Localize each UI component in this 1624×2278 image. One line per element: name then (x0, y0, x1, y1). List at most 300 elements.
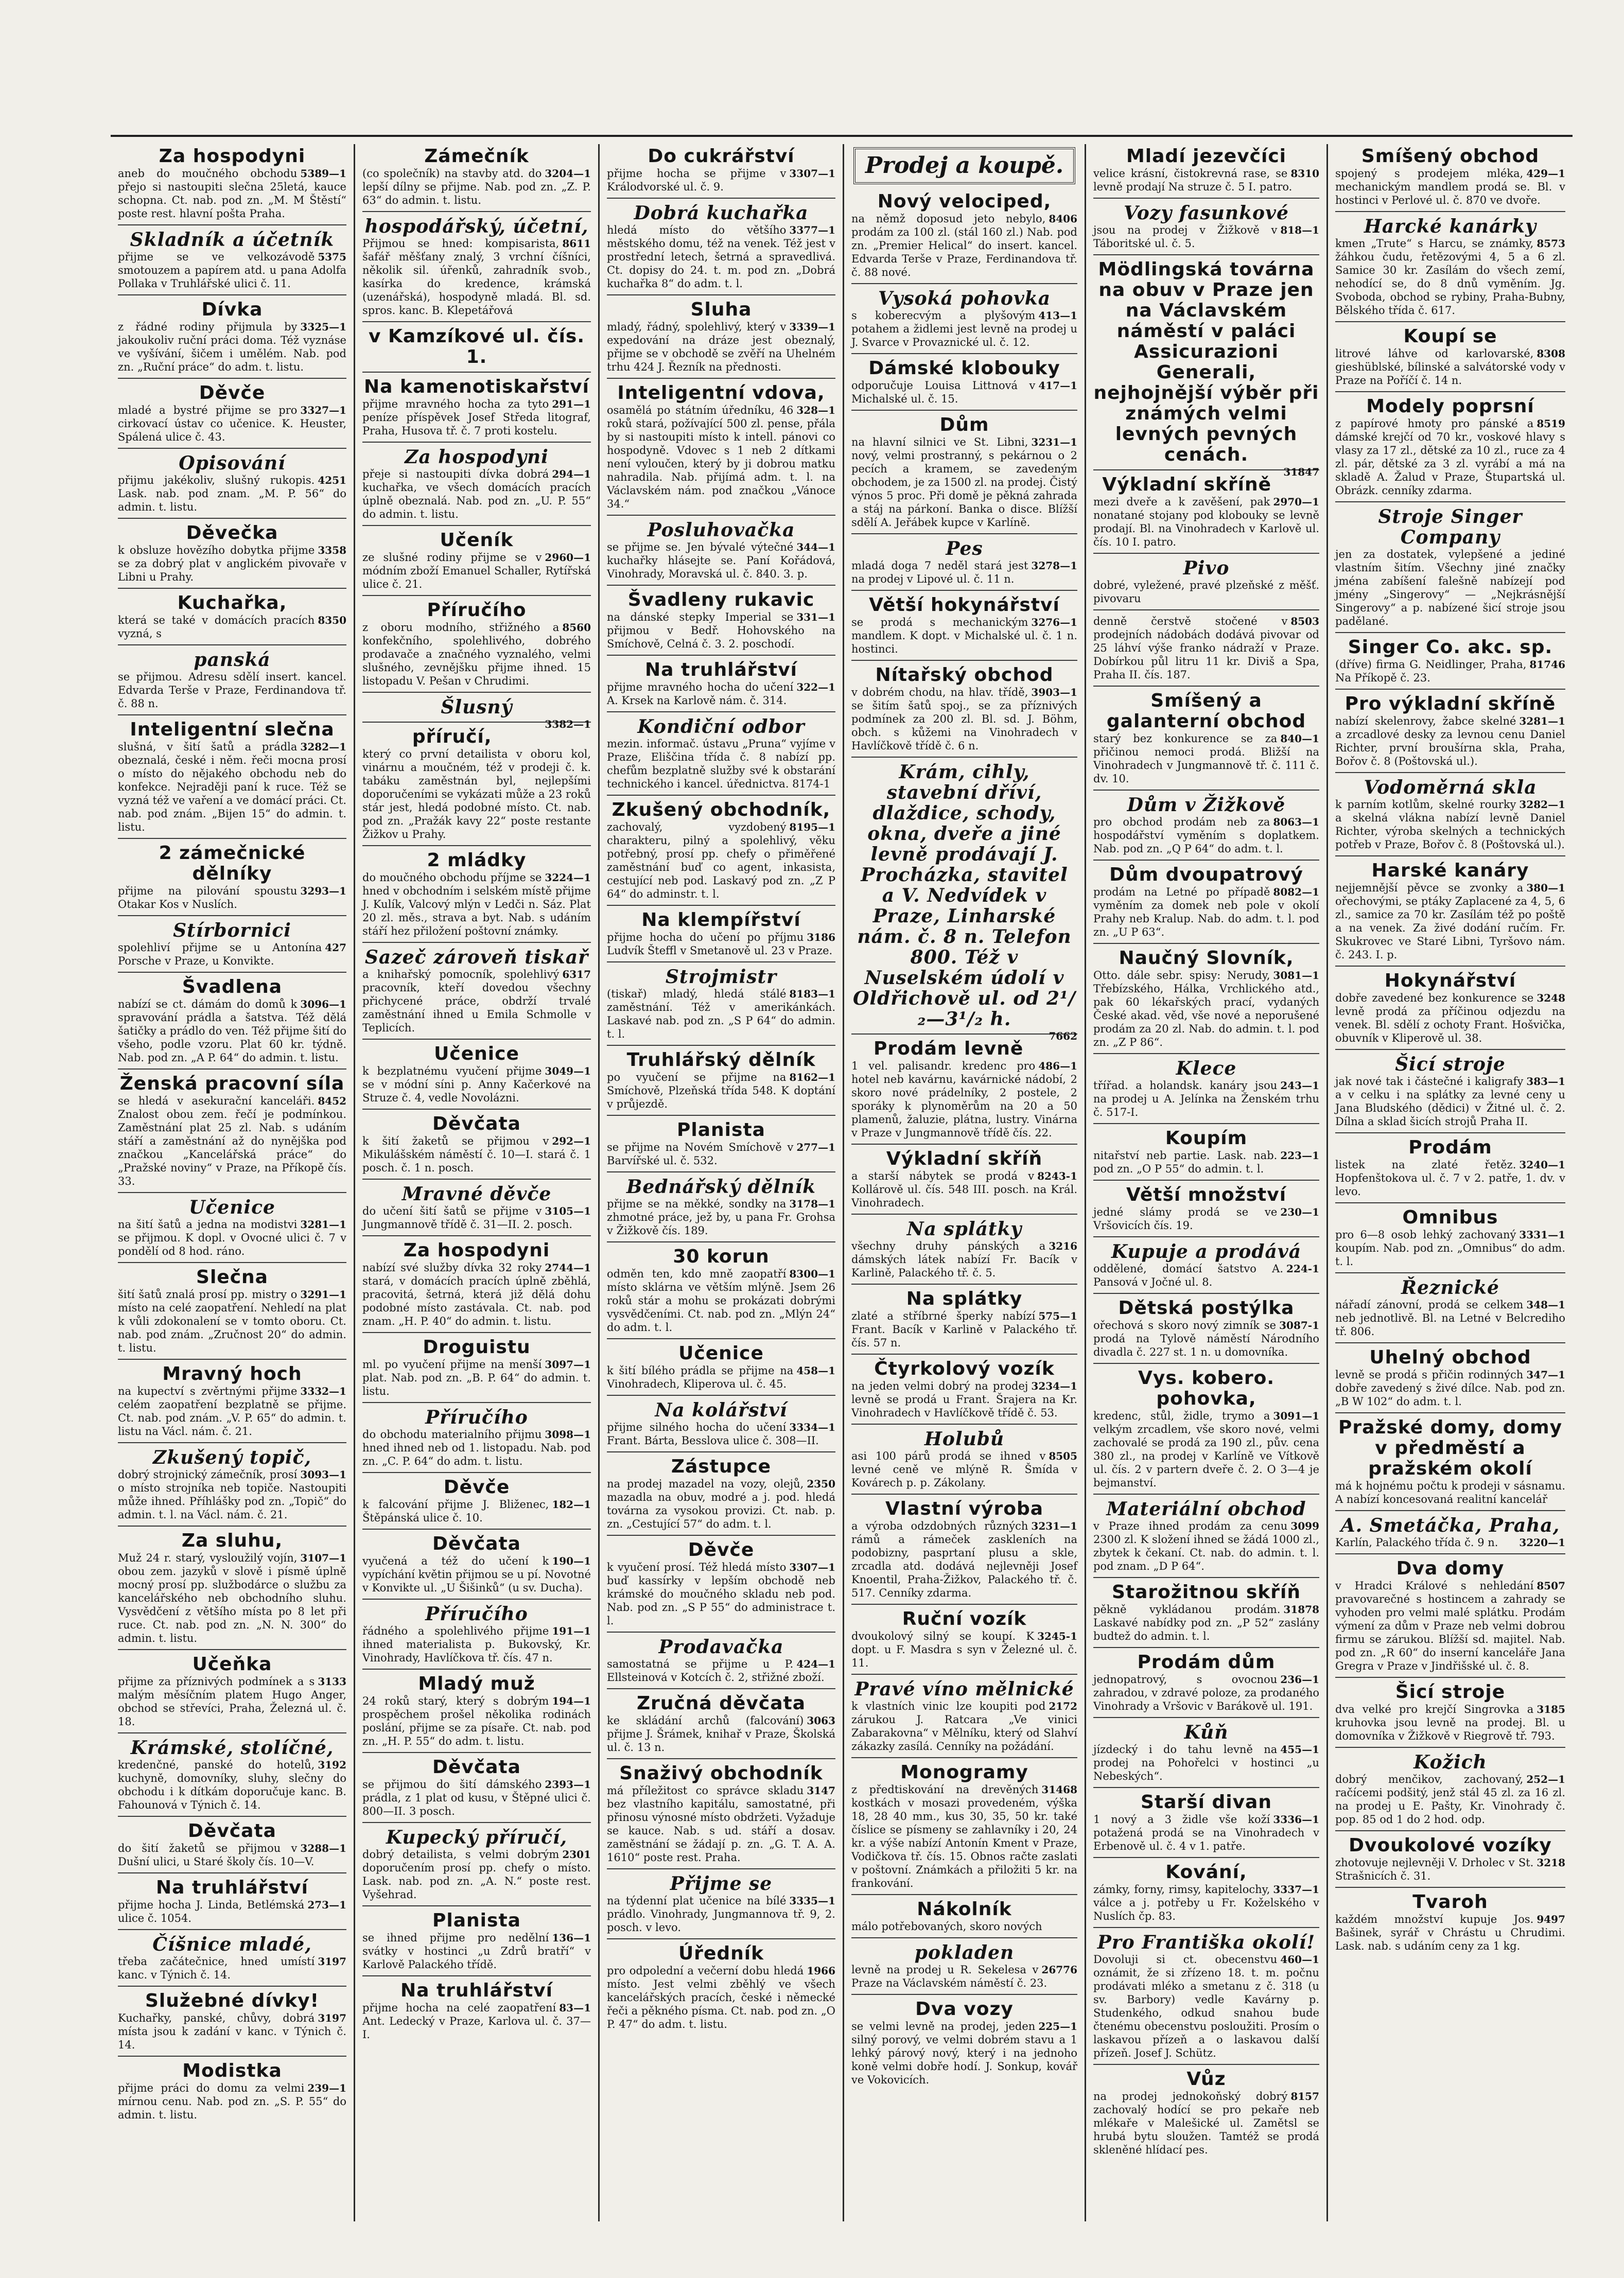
ad-body (851, 1629, 1077, 1670)
ad-body (362, 1204, 591, 1231)
classified-ad (1093, 1650, 1319, 1718)
ad-number: 417—1 (1038, 379, 1077, 392)
ad-number: 4251 (318, 474, 346, 486)
ad-text: ml. po vyučení přijme na menší plat. Nab. pod zn. „B. P. 64“ do admin. t. listu. (362, 1358, 591, 1397)
classified-ad (1335, 1135, 1565, 1203)
ad-text: Přijmou se hned: kompisarista, šafář měšťany znalý, 3 vrchní číšníci, několik sil. úřenků, zahradník svob., kasírka do kredence, krámská (uzenářská), hospodyně mladá. Bl. sd. spros. kanc. B. Klepetářová (362, 237, 591, 317)
classified-ad (851, 760, 1077, 1042)
ad-number: 3231—1 (1031, 436, 1077, 448)
ad-heading: Koupí se (1403, 326, 1497, 347)
ad-body (118, 2011, 346, 2052)
ad-body (118, 614, 346, 640)
ad-body (362, 1064, 591, 1105)
ad-text: denně čerstvě stočené v prodejních nádobách dodává pivovar od 25 láhví výše franko nádraží v Praze. Dobírkou půl litru 11 kr. Diviš a Spa, Praha II. čís. 187. (1093, 615, 1319, 681)
classified-ad (607, 798, 835, 906)
ad-number: 413—1 (1038, 309, 1077, 322)
ad-body (851, 1449, 1077, 1490)
classified-ad (362, 1755, 591, 1823)
ad-body (1093, 1262, 1319, 1289)
ad-number: 31468 (1041, 1783, 1077, 1796)
ad-number: 3049—1 (545, 1065, 591, 1077)
ad-text: k bezplatnému vyučení přijme se v módní síni p. Anny Kačerkové na Struze č. 4, vedle Novolázni. (362, 1065, 591, 1104)
classified-ad (1093, 793, 1319, 861)
ad-heading: Dámské klobouky (868, 358, 1060, 379)
ad-number: 3276—1 (1031, 616, 1077, 628)
ad-number: 3332—1 (300, 1385, 346, 1397)
ad-text: přijme práci do domu za velmi mírnou cenu. Nab. pod zn. „S. P. 55“ do admin. t. listu. (118, 2082, 346, 2121)
ad-heading: Úředník (678, 1943, 764, 1964)
ad-body (1335, 1856, 1565, 1883)
ad-body (1093, 579, 1319, 605)
ad-body (1093, 969, 1319, 1049)
ad-number: 9497 (1536, 1913, 1565, 1925)
ad-heading: Šicí stroje (1395, 1681, 1506, 1703)
ad-body (118, 474, 346, 514)
ad-body (851, 435, 1077, 529)
classified-ad (118, 1072, 346, 1193)
ad-heading: Vysoká pohovka (878, 288, 1051, 309)
ad-heading: Švadleny rukavic (627, 589, 815, 610)
ad-body (1093, 1673, 1319, 1713)
classified-ad (362, 324, 591, 373)
ad-number: 3099 (1290, 1520, 1319, 1532)
ad-heading: Modistka (182, 2060, 282, 2081)
ad-number: 455—1 (1280, 1743, 1319, 1756)
ad-body (607, 1267, 835, 1334)
classified-ad (1335, 969, 1565, 1050)
ad-heading: Mladý muž (418, 1673, 535, 1694)
ad-body (118, 997, 346, 1064)
ad-number: 3337—1 (1273, 1883, 1319, 1896)
ad-text: jízdecký i do tahu levně na prodej na Pohořelci v hostinci „u Nebeských“. (1093, 1743, 1319, 1782)
ad-body (851, 559, 1077, 586)
ad-heading: Dětská postýlka (1118, 1298, 1295, 1319)
ad-heading: Skladník a účetník (130, 229, 335, 251)
ad-text: mladý, řádný, spolehlivý, který v expedování na dráze jest obeznalý, přijme se v obchodě se zvěří na Uhelném trhu 424 J. Řezník na přednosti. (607, 321, 835, 373)
classified-ad (1335, 858, 1565, 967)
ad-body (1093, 1813, 1319, 1853)
ad-body (607, 1657, 835, 1684)
classified-ad (362, 375, 591, 443)
ad-number: 427 (325, 941, 346, 954)
classified-ad (1335, 394, 1565, 502)
ad-heading: Omnibus (1402, 1207, 1498, 1228)
ad-heading: Děvčata (432, 1113, 521, 1134)
ad-text: ze slušné rodiny přijme se v módním zboží Emanuel Schaller, Rytířská ulice č. 21. (362, 551, 591, 590)
classified-ad (851, 286, 1077, 354)
ad-heading: Monogramy (900, 1762, 1028, 1783)
ad-number: 2350 (807, 1478, 835, 1490)
ad-heading: Pro výkladní skříně (1344, 693, 1556, 714)
ad-text: se přijmou do šití dámského prádla, z 1 plat od kusu, v Štěpné ulici č. 800—II. 3 posch. (362, 1778, 591, 1817)
ad-text: do šití žaketů se přijmou v Dušní ulici, u Staré školy čís. 10—V. (118, 1842, 315, 1868)
ad-body (607, 540, 835, 581)
ad-body (851, 212, 1077, 279)
ad-body (607, 737, 835, 791)
ad-body (1093, 1883, 1319, 1923)
ad-body (1335, 881, 1565, 961)
ad-heading: Pravé víno mělnické (854, 1678, 1074, 1700)
classified-ad (1093, 1183, 1319, 1237)
ad-number: 3087-1 (1279, 1319, 1319, 1331)
classified-ad (607, 658, 835, 712)
ad-heading: Prodám levně (874, 1038, 1024, 1059)
classified-ad (118, 841, 346, 916)
ad-body (362, 1134, 591, 1175)
classified-ad (362, 695, 591, 730)
classified-ad (607, 1118, 835, 1172)
ad-number: 136—1 (552, 1932, 591, 1944)
ad-body (118, 884, 346, 911)
classified-ad (1335, 1513, 1565, 1554)
classified-ad (1093, 1366, 1319, 1495)
ad-text: a výroba odzdobných různých rámů a rámeček zaskleních na podobizny, pasprtaní plusu a skle, zrcadla atd. dodává nejlevněji Josef Knoentil, Praha-Žižkov, Palackého tř. č. 517. Cenníky zdarma. (851, 1520, 1077, 1599)
ad-number: 31847 (1283, 466, 1319, 478)
ad-heading: Děvče (443, 1477, 510, 1498)
classified-ad (851, 1897, 1077, 1938)
ad-heading: Příručího (425, 1603, 528, 1625)
ad-body (1335, 167, 1565, 207)
ad-heading: pokladen (914, 1942, 1015, 1964)
classified-ad (607, 1635, 835, 1689)
ad-body (362, 1694, 591, 1748)
classified-ad (118, 1445, 346, 1527)
ad-text: 24 roků starý, který s dobrým prospěchem prošel několika rodinách poslání, přijme se za písaře. Ct. nab. pod zn. „H. P. 55“ do adm. t. listu. (362, 1695, 591, 1747)
ad-text: na kupectví s zvěrtnými přijme celém zaopatření bezplatně se přijme. Ct. nab. pod znám. „V. P. 65“ do admin. t. listu na Václ. nám. č. 21. (118, 1385, 346, 1438)
classified-ad (1335, 504, 1565, 633)
ad-number: 291—1 (552, 398, 591, 410)
ad-text: asi 100 párů prodá se ihned v levné ceně ve mlýně R. Šmída v Kovárech p. p. Zákolany. (851, 1450, 1077, 1489)
ad-heading: Sazeč zároveň tiskař (364, 947, 589, 968)
ad-heading: Šlusný (441, 696, 513, 718)
ad-number: 3240—1 (1519, 1159, 1565, 1171)
ad-heading: Na klempířství (641, 909, 801, 931)
ad-text: kmen „Trute“ s Harcu, se známky, žáhkou čudu, řetězovými 4, 5 a 6 zl. Samice 30 kr. Zasílám do všech zemí, nehodící se, do 8 dnů vyměním. Jg. Svoboda, obchod se rybiny, Praha-Bubny, Bělského třída č. 617. (1335, 237, 1565, 317)
ad-text: spojený s prodejem mléka, mechanickým mandlem prodá se. Bl. v hostinci v Perlové ul. č. 870 ve dvoře. (1335, 167, 1565, 206)
ad-text: přijme se na měkké, sondky na zhmotné práce, jež by, u pana Fr. Grohsa v Žižkově čís. 189. (607, 1198, 835, 1237)
ad-body (851, 1379, 1077, 1420)
ad-number: 3335—1 (789, 1895, 835, 1907)
ad-heading: Kuchařka, (177, 592, 287, 614)
ad-body (118, 250, 346, 290)
ad-heading: Učenice (434, 1043, 519, 1064)
ad-body (118, 1551, 346, 1645)
ad-number: 3281—1 (1519, 715, 1565, 727)
ad-number: 3178—1 (789, 1198, 835, 1210)
ad-body (118, 1898, 346, 1925)
ad-heading: Dvoukolové vozíky (1349, 1835, 1552, 1856)
classified-ad (851, 356, 1077, 411)
ad-heading: Na truhlářství (644, 659, 797, 680)
ad-number: 5375 (318, 251, 346, 263)
ad-number: 818—1 (1280, 224, 1319, 236)
ad-number: 7662 (1049, 1030, 1077, 1042)
ad-number: 3197 (318, 2012, 346, 2024)
ad-text: kredenčné, panské do hotelů, kuchyně, domovníky, sluhy, slečny do obchodu i k dítkám doporučuje kanc. B. Fahounová v Týnich č. 14. (118, 1759, 346, 1811)
ad-body (1093, 1743, 1319, 1783)
classified-ad (362, 1335, 591, 1403)
newspaper-page (111, 135, 1573, 2221)
ad-body (607, 1714, 835, 1754)
ad-number: 3096—1 (300, 998, 346, 1010)
ad-number: 840—1 (1280, 732, 1319, 745)
classified-ad (851, 1760, 1077, 1895)
ad-text: hledá místo do většího městského domu, též na venek. Též jest v prostřední letech, šetrná a spravedlivá. Ct. dopisy do 24. t. m. pod zn. „Dobrá kuchařka 8“ do adm. t. l. (607, 224, 835, 290)
classified-ad (118, 1529, 346, 1650)
ad-heading: Materiální obchod (1106, 1498, 1306, 1520)
classified-ad (607, 144, 835, 199)
ad-heading: Šicí stroje (1395, 1054, 1506, 1075)
ad-body (1335, 1913, 1565, 1953)
ad-number: 5389—1 (300, 167, 346, 180)
classified-ad (362, 1532, 591, 1600)
ad-text: přijme mravného hocha za tyto peníze příspěvek Josef Středa litograf, Praha, Husova tř. č. 7 proti kostelu. (362, 398, 591, 437)
ad-body (1335, 1228, 1565, 1268)
ad-number: 8063—1 (1273, 816, 1319, 828)
ad-text: se přijmou. Adresu sdělí insert. kancel. Edvarda Terše v Praze, Ferdinandova tř. č. 88 n. (118, 671, 346, 710)
classified-ad (1093, 1720, 1319, 1788)
ad-number: 3281—1 (300, 1218, 346, 1231)
ad-heading: 30 korun (673, 1246, 770, 1267)
ad-heading: Opisování (179, 452, 286, 474)
classified-ad (1335, 144, 1565, 212)
ad-number: 3224—1 (545, 871, 591, 884)
ad-number: 575—1 (1038, 1310, 1077, 1322)
classified-ad (851, 189, 1077, 284)
ad-text: se prodá s mechanickým mandlem. K dopt. v Michalské ul. č. 1 n. hostinci. (851, 616, 1077, 655)
ad-body (1335, 237, 1565, 317)
classified-ad (362, 1672, 591, 1753)
classified-ad (1335, 1833, 1565, 1888)
classified-ad (851, 1037, 1077, 1145)
classified-ad (607, 965, 835, 1046)
ad-text: pro obchod prodám neb za hospodářství vyměním s doplatkem. Nab. pod zn. „Q P 64“ do adm. t. l. (1093, 816, 1319, 855)
ad-number: 3245-1 (1037, 1630, 1077, 1642)
ad-heading: Dívka (201, 299, 263, 320)
ad-body (851, 1309, 1077, 1350)
ad-heading: Dům dvoupatrový (1109, 864, 1303, 885)
classified-ad (1093, 1497, 1319, 1578)
ad-number: 3282—1 (1519, 798, 1565, 811)
ad-heading: Prodám (1408, 1137, 1492, 1158)
ad-number: 31878 (1283, 1603, 1319, 1616)
ad-body (1093, 1205, 1319, 1232)
ad-body (851, 686, 1077, 752)
ad-body (118, 320, 346, 374)
ad-heading: Harcké kanárky (1364, 216, 1537, 237)
ad-text: přijme za příznivých podmínek a s malým měsíčním platem Hugo Anger, obchod se střevíci, Praha, Železná ul. č. 18. (118, 1675, 346, 1728)
ad-number: 3107—1 (300, 1552, 346, 1564)
ad-heading: Do cukrářství (648, 146, 795, 167)
column-2 (355, 144, 600, 2221)
ad-number: 2172 (1049, 1700, 1077, 1712)
ad-body (1093, 1409, 1319, 1490)
ad-text: na němž doposud jeto nebylo, prodám za 100 zl. (stál 160 zl.) Nab. pod zn. „Premier Helical“ do insert. kancel. Edvarda Terše v Praze, Ferdinandova tř. č. 88 nové. (851, 213, 1077, 278)
ad-heading: Na splátky (906, 1288, 1023, 1309)
classified-ad (851, 593, 1077, 661)
ad-body (607, 1784, 835, 1864)
ad-text: přijme na pilování spoustu Otakar Kos v Nuslích. (118, 885, 298, 910)
ad-number: 458—1 (796, 1364, 835, 1377)
ad-number: 2960—1 (545, 551, 591, 564)
classified-ad (1335, 214, 1565, 322)
ad-text: litrové láhve od karlovarské, gieshüblské, bílinské a salvátorské vody v Praze na Poříčí č. 14 n. (1335, 347, 1565, 387)
ad-number: 83—1 (559, 2002, 591, 2014)
ad-text: na prodej mazadel na vozy, olejů, mazadla na obuv, modré a j. pod. hledá továrna za vysokou provizi. Ct. nab. p. zn. „Cestující 57“ do adm. t. l. (607, 1478, 835, 1530)
classified-ad (1093, 472, 1319, 554)
ad-text: přijme se ve velkozávodě smotouzem a papírem atd. u pana Adolfa Pollaka v Truhlářské ulici č. 11. (118, 251, 346, 290)
classified-ad (1335, 1275, 1565, 1343)
ad-number: 190—1 (552, 1555, 591, 1567)
ad-text: nejjemnější pěvce se zvonky a ořechovými, se ptáky Zaplacené za 4, 5, 6 zl., samice za 70 kr. Zasílám též po poště a na venek. Za živé dodání ručím. Fr. Skukrovec ve Staré Libni, Tyršovo nám. č. 243. I. p. (1335, 882, 1565, 961)
ad-text: velice krásní, čistokrevná rase, se levně prodají Na struze č. 5 I. patro. (1093, 167, 1293, 193)
ad-text: se přijme se. Jen bývalé výtečné kuchařky hlásejte se. Paní Kořádová, Vinohrady, Moravská ul. č. 840. 3. p. (607, 541, 835, 580)
classified-ad (362, 1825, 591, 1906)
ad-number: 1966 (807, 1965, 835, 1977)
ad-number: 3336—1 (1273, 1813, 1319, 1826)
ad-number: 380—1 (1526, 882, 1565, 894)
ad-text: dobře zavedené bez konkurence se levně prodá za příčinou odjezdu na venek. Bl. sdělí z ochoty Frant. Hošvička, obuvník v Kliperově ul. 38. (1335, 992, 1565, 1044)
ad-body (362, 1931, 591, 1971)
ad-text: do obchodu materialního přijmu hned ihned neb od 1. listopadu. Nab. pod zn. „C. P. 64“ do adm. t. listu. (362, 1428, 591, 1467)
ad-text: Karlín, Palackého třída č. 9 n. (1335, 1536, 1498, 1549)
ad-body (851, 1963, 1077, 1990)
ad-heading: Děvčata (188, 1820, 276, 1842)
ad-heading: Zámečník (424, 146, 529, 167)
ad-heading: Kožich (1413, 1751, 1487, 1773)
ad-heading: Naučný Slovník, (1119, 948, 1294, 969)
classified-ad (851, 663, 1077, 758)
ad-number: 3234—1 (1031, 1380, 1077, 1392)
ad-number: 8310 (1290, 167, 1319, 180)
classified-ad (851, 1357, 1077, 1425)
ad-number: 8406 (1049, 213, 1077, 225)
classified-ad (1093, 1056, 1319, 1124)
ad-number: 8243-1 (1037, 1170, 1077, 1182)
ad-heading: Planista (432, 1910, 521, 1931)
classified-ad (118, 1652, 346, 1733)
ad-body (851, 1169, 1077, 1210)
ad-text: (dříve) firma G. Neidlinger, Praha, Na Příkopě č. 23. (1335, 658, 1527, 684)
ad-heading: Dům v Žižkově (1127, 794, 1286, 816)
ad-number: 292—1 (552, 1135, 591, 1147)
ad-number: 383—1 (1526, 1075, 1565, 1088)
ad-number: 3216 (1049, 1240, 1077, 1252)
classified-ad (851, 1997, 1077, 2091)
ad-heading: Smíšený obchod (1361, 146, 1540, 167)
classified-ad (851, 1287, 1077, 1355)
ad-heading: Singer Co. akc. sp. (1348, 637, 1553, 658)
classified-ad (851, 1677, 1077, 1758)
ad-body (362, 1848, 591, 1901)
ad-body (607, 680, 835, 707)
classified-ad (1335, 1052, 1565, 1133)
ad-text: aneb do moučného obchodu přejo si nastoupiti slečna 25letá, kauce schopna. Ct. nab. pod zn. „M. M Štěstí“ poste rest. hlavní pošta Praha. (118, 167, 346, 220)
classified-ad (118, 297, 346, 379)
ad-body (1335, 1703, 1565, 1743)
ad-number: 3185 (1536, 1703, 1565, 1715)
classified-ad (1335, 1750, 1565, 1831)
ad-number: 8507 (1536, 1580, 1565, 1592)
ad-text: odměn ten, kdo mně zaopatří místo sklárna ve větším mlýně. Jsem 26 roků stár a mohu se prokázati dobrými vysvědčeními. Ct. nab. pod zn. „Mlýn 24“ do adm. t. l. (607, 1268, 835, 1334)
ad-number: 2744—1 (545, 1261, 591, 1274)
ad-body (607, 610, 835, 651)
classified-ad (1335, 1415, 1565, 1511)
classified-ad (118, 521, 346, 589)
ad-text: nabízí se ct. dámám do domů k spravování prádla a šatstva. Též dělá šatičky a prádlo do ven. Též přijme šití do všeho, podle vzoru. Plat 60 kr. týdně. Nab. pod zn. „A P. 64“ do admin. t. listu. (118, 998, 346, 1064)
classified-ad (362, 528, 591, 596)
ad-body (362, 1778, 591, 1818)
ad-number: 3098—1 (545, 1428, 591, 1441)
ad-heading: Za hospodyni (159, 146, 306, 167)
section-title: Prodej a koupě. (853, 147, 1075, 184)
ad-body (362, 747, 591, 841)
classified-ad (851, 1217, 1077, 1285)
ad-body (118, 670, 346, 710)
classified-ad (362, 848, 591, 943)
classified-ad (607, 1245, 835, 1339)
ad-body (607, 1421, 835, 1447)
ad-number: 3204—1 (545, 167, 591, 180)
ad-number: 3293—1 (300, 885, 346, 897)
ad-text: starý bez konkurence se za přičinou nemoci prodá. Bližší na Vinohradech v Jungmannově tř. č. 111 č. dv. 10. (1093, 732, 1319, 785)
ad-number: 81746 (1529, 658, 1565, 671)
ad-text: mladá doga 7 neděl stará jest na prodej v Lipové ul. č. 11 n. (851, 559, 1028, 585)
ad-text: který co první detailista v oboru kol, vinárnu a moučném, též v prodeji č. k. tabáku zaměstnán byl, nejlepšími doporučeními se vykázati může a 23 roků stár jest, hledá podobné místo. Ct. nab. pod zn. „Pražák kavy 22“ poste restante Žižkov u Prahy. (362, 748, 591, 840)
ad-text: mezi dveře a k zavěšení, pak nonatané stojany pod klobouky se levně prodají. Bl. na Vinohradech v Karlově ul. čís. 10 I. patro. (1093, 496, 1319, 548)
ad-number: 8162—1 (789, 1071, 835, 1083)
ad-heading: 2 zámečnické dělníky (159, 843, 306, 884)
ad-text: nářadí zánovní, prodá se celkem neb jednotlivě. Bl. na Letné v Belcrediho tř. 806. (1335, 1299, 1565, 1338)
ad-number: 460—1 (1280, 1953, 1319, 1966)
ad-body (118, 1758, 346, 1812)
ad-number: 2301 (562, 1848, 591, 1861)
ad-body (362, 551, 591, 591)
classified-ad (1335, 775, 1565, 856)
ad-body (118, 1675, 346, 1728)
ad-body (607, 223, 835, 290)
ad-heading: Sluha (690, 299, 752, 320)
ad-number: 3192 (318, 1759, 346, 1771)
classified-ad (607, 1761, 835, 1869)
ad-heading: Strojmistr (665, 966, 777, 988)
ad-text: jak nové tak i částečné i kaligrafy a v celku i na splátky za levné ceny u Jana Bludského (dědici) v Žitné ul. č. 2. Dílna a sklad šicích strojů Praha II. (1335, 1075, 1565, 1128)
ad-number: 3377—1 (789, 224, 835, 236)
ad-number: 26776 (1041, 1964, 1077, 1976)
ad-number: 8503 (1290, 615, 1319, 627)
ad-body (1093, 2090, 1319, 2157)
ad-text: k vlastních vinic lze koupiti pod zárukou J. Ratcara „Ve vinici Zabarakovna“ v Mělníku, který od Slahví zákazky zasílá. Cenníky na požádání. (851, 1700, 1077, 1753)
ad-text: do moučného obchodu příjme se hned v obchodním i selském místě přijme J. Kulík, Valcový mlýn v Ledči n. Sáz. Plat 20 zl. měs., strava a byt. Nab. s udáním stáří hez přiložení poštovní známky. (362, 871, 591, 937)
ad-heading: Příručího (425, 1407, 528, 1428)
ad-heading: Holubů (924, 1428, 1005, 1450)
ad-heading: Učeník (440, 530, 514, 551)
ad-heading: Nítařský obchod (875, 664, 1054, 686)
ad-body (607, 404, 835, 511)
ad-text: se přijme na Novém Smíchově v Barvířské ul. č. 532. (607, 1141, 794, 1167)
ad-text: dobrý menčikov, zachovaný, račícemi podšitý, jenž stál 45 zl. za 16 zl. na prodej u E. Pašty, Kr. Vinohrady č. pop. 85 od 1 do 2 hod. odp. (1335, 1773, 1565, 1826)
ad-heading: Děvčata (432, 1533, 521, 1554)
ad-body (362, 237, 591, 317)
ad-body (851, 379, 1077, 406)
ad-number: 3339—1 (789, 321, 835, 333)
ad-text: levně se prodá s přičin rodinných dobře zavedený s živé dílce. Nab. pod zn. „B W 102“ do adm. t. l. (1335, 1369, 1565, 1408)
ad-heading: Harské kanáry (1371, 860, 1529, 881)
ad-text: přijme hocha na celé zaopatření Ant. Ledecký v Praze, Karlova ul. č. 37—I. (362, 2002, 591, 2041)
ad-heading: Stírbornici (173, 920, 291, 941)
classified-ad (118, 1265, 346, 1360)
ad-text: kredenc, stůl, židle, trymo a velkým zrcadlem, vše skoro nové, velmi zachovalé se prodá za 190 zl., pův. cena 380 zl., na prodej v Karlíně ve Vítkově ul. čís. 2 v partern dveře č. 2. O 3—4 je bejmanství. (1093, 1410, 1319, 1489)
